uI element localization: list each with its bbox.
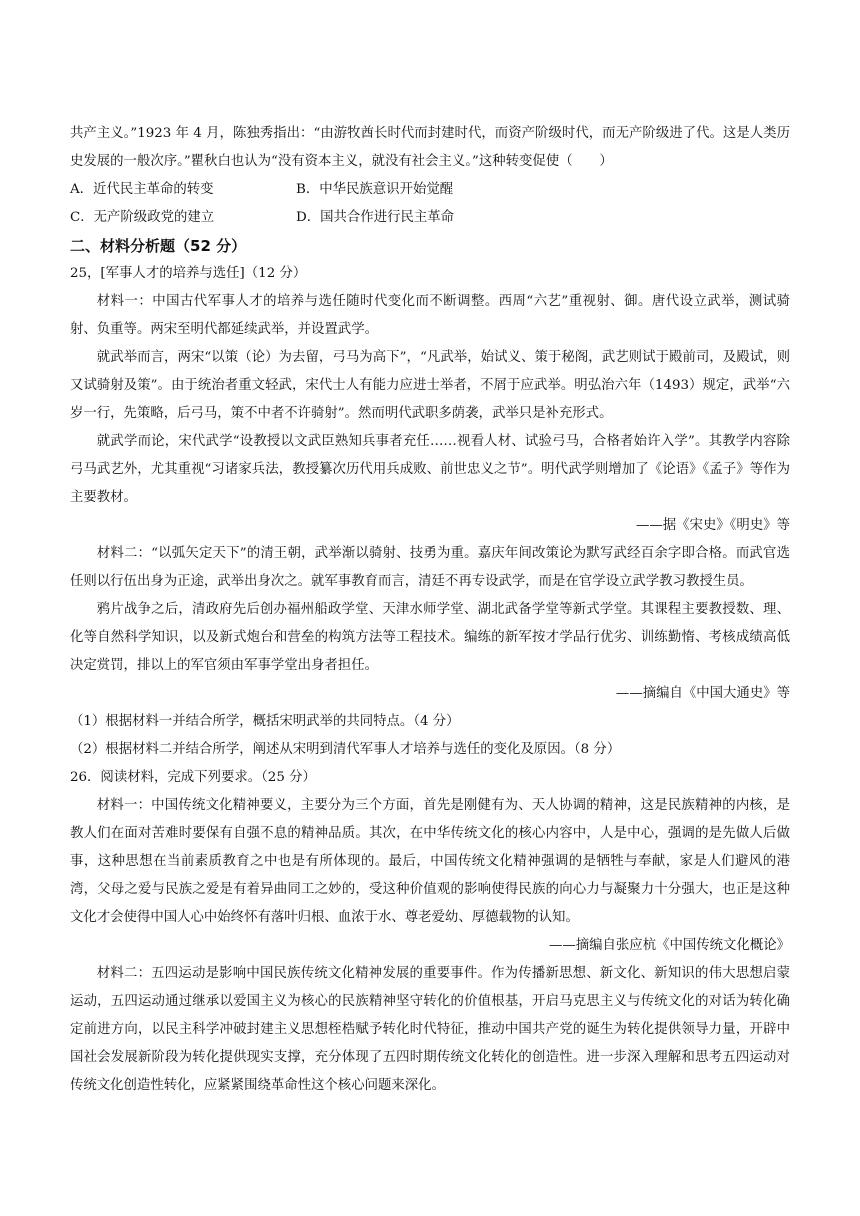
- q25-material2-source: ——摘编自《中国大通史》等: [615, 686, 790, 701]
- q24-option-c: C．无产阶级政党的建立: [70, 210, 215, 225]
- q25-material1-p1: 材料一：中国古代军事人才的培养与选任随时代变化而不断调整。西周“六艺”重视射、御。唐代设立武举，测试骑射、负重等。两宋至明代都延续武举，并设置武学。: [70, 294, 790, 337]
- q26-material1-p1: 材料一：中国传统文化精神要义，主要分为三个方面，首先是刚健有为、天人协调的精神，这是民族精神的内核，是教人们在面对苦难时要保有自强不息的精神品质。其次，在中华传统文化的核心内容中，人是中心，强调的是先做人后做事，这种思想在当前素质教育之中也是有所体现的。最后，中国传统文化精神强调的是牺牲与奉献，家是人们避风的港湾，父母之爱与民族之爱是有着异曲同工之妙的，受这种价值观的影响使得民族的向心力与凝聚力十分强大，也正是这种文化才会使得中国人心中始终怀有落叶归根、血浓于水、尊老爱幼、厚德载物的认知。: [70, 798, 790, 925]
- section-title: 二、材料分析题（52 分）: [70, 237, 247, 255]
- q26-material1-source: ——摘编自张应杭《中国传统文化概论》: [548, 938, 790, 953]
- q26-material2-p1: 材料二：五四运动是影响中国民族传统文化精神发展的重要事件。作为传播新思想、新文化、新知识的伟大思想启蒙运动，五四运动通过继承以爱国主义为核心的民族精神坚守转化的价值根基，开启马克思主义与传统文化的对话为转化确定前进方向，以民主科学冲破封建主义思想桎梏赋予转化时代特征，推动中国共产党的诞生为转化提供领导力量，开辟中国社会发展新阶段为转化提供现实支撑，充分体现了五四时期传统文化转化的创造性。进一步深入理解和思考五四运动对传统文化创造性转化，应紧紧围绕革命性这个核心问题来深化。: [70, 966, 790, 1093]
- q25-material2-p2: 鸦片战争之后，清政府先后创办福州船政学堂、天津水师学堂、湖北武备学堂等新式学堂。其课程主要教授数、理、化等自然科学知识，以及新式炮台和营垒的构筑方法等工程技术。编练的新军按才学品行优劣、训练勤惰、考核成绩高低决定赏罚，排以上的军官须由军事学堂出身者担任。: [70, 602, 790, 673]
- q25-material1-source: ——据《宋史》《明史》等: [636, 518, 790, 533]
- q24-stem: 共产主义。”1923 年 4 月，陈独秀指出：“由游牧酋长时代而封建时代，而资产阶级时代，而无产阶级进了代。这是人类历史发展的一般次序。”瞿秋白也认为“没有资本主义，就没有社会主义。”这种转变促使（ ）: [70, 126, 790, 169]
- q25-question-1: （1）根据材料一并结合所学，概括宋明武举的共同特点。（4 分）: [70, 714, 460, 729]
- q25-material2-p1: 材料二：“以弧矢定天下”的清王朝，武举渐以骑射、技勇为重。嘉庆年间改策论为默写武经百余字即合格。而武官选任则以行伍出身为正途，武举出身次之。就军事教育而言，清廷不再专设武学，而是在官学设立武学教习教授生员。: [70, 546, 790, 589]
- q26-heading: 26．阅读材料，完成下列要求。（25 分）: [70, 770, 316, 785]
- q24-option-b: B．中华民族意识开始觉醒: [296, 182, 454, 197]
- q24-options: [70, 176, 790, 232]
- q24-option-a: A．近代民主革命的转变: [70, 182, 214, 197]
- q25-question-2: （2）根据材料二并结合所学，阐述从宋明到清代军事人才培养与选任的变化及原因。（8 分）: [70, 742, 621, 757]
- q24-option-d: D．国共合作进行民主革命: [296, 210, 455, 225]
- q25-heading: 25，[军事人才的培养与选任]（12 分）: [70, 266, 307, 281]
- q25-material1-p2: 就武举而言，两宋“以策（论）为去留，弓马为高下”，“凡武举，始试义、策于秘阁，武艺则试于殿前司，及殿试，则又试骑射及策”。由于统治者重文轻武，宋代士人有能力应进士举者，不屑于应武举。明弘治六年（1493）规定，武举“六岁一行，先策略，后弓马，策不中者不许骑射”。然而明代武职多荫袭，武举只是补充形式。: [70, 350, 790, 421]
- q25-material1-p3: 就武学而论，宋代武学“设教授以文武臣熟知兵事者充任……视看人材、试验弓马，合格者始许入学”。其教学内容除弓马武艺外，尤其重视“习诸家兵法，教授纂次历代用兵成败、前世忠义之节”。明代武学则增加了《论语》《孟子》等作为主要教材。: [70, 434, 790, 505]
